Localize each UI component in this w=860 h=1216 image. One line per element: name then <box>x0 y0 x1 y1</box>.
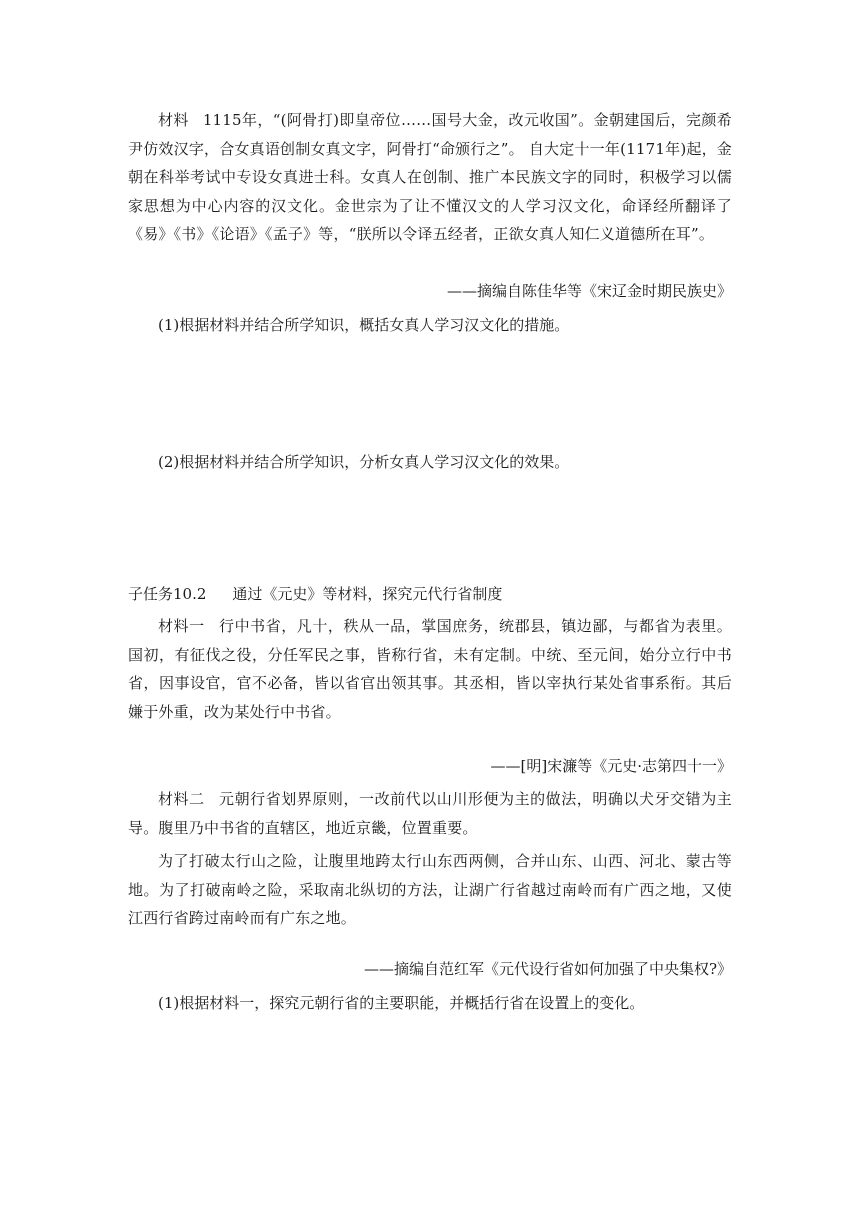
material-text: 1115年，“(阿骨打)即皇帝位……国号大金，改元收国”。金朝建国后，完颜希尹仿效汉字，合女真语创制女真文字，阿骨打“命颁行之”。 自大定十一年(1171年)起，金朝在科举考试中专设女真进士科。女真人在创制、推广本民族文字的同时，积极学习以儒家思想为中心内容的汉文化。金世宗为了让不懂汉文的人学习汉文化，命译经所翻译了《易》《书》《论语》《孟子》等，“朕所以令译五经者，正欲女真人知仁义道德所在耳”。 <box>128 111 732 243</box>
material-text: 元朝行省划界原则，一改前代以山川形便为主的做法，明确以犬牙交错为主导。腹里乃中书省的直辖区，地近京畿，位置重要。 <box>128 790 732 837</box>
subtask-number: 子任务10.2 <box>128 585 207 603</box>
material-jin-paragraph <box>128 106 732 249</box>
material-text: 行中书省，凡十，秩从一品，掌国庶务，统郡县，镇边鄙，与都省为表里。国初，有征伐之役，分任军民之事，皆称行省，未有定制。中统、至元间，始分立行中书省，因事设官，官不必备，皆以省官出领其事。其丞相，皆以宰执行某处省事系衔。其后嫌于外重，改为某处行中书省。 <box>128 617 732 721</box>
material-label: 材料一 <box>158 617 205 635</box>
material-label: 材料二 <box>158 790 205 808</box>
material-yuan-2-paragraph <box>128 785 732 842</box>
question-3: (1)根据材料一，探究元朝行省的主要职能，并概括行省在设置上的变化。 <box>158 994 645 1012</box>
material-yuan-2-paragraph-2: 为了打破太行山之险，让腹里地跨太行山东西两侧，合并山东、山西、河北、蒙古等地。为了打破南岭之险，采取南北纵切的方法，让湖广行省越过南岭而有广西之地，又使江西行省跨过南岭而有广东之地。 <box>128 852 732 927</box>
material-yuan-1-paragraph <box>128 612 732 726</box>
material-source: ——摘编自陈佳华等《宋辽金时期民族史》 <box>446 282 732 300</box>
material-source: ——[明]宋濂等《元史·志第四十一》 <box>490 757 732 775</box>
material-label: 材料 <box>158 111 189 129</box>
subtask-title: 通过《元史》等材料，探究元代行省制度 <box>232 585 503 603</box>
subtask-heading <box>128 580 502 608</box>
question-2: (2)根据材料并结合所学知识，分析女真人学习汉文化的效果。 <box>158 453 570 471</box>
question-1: (1)根据材料并结合所学知识，概括女真人学习汉文化的措施。 <box>158 316 570 334</box>
material-source: ——摘编自范红军《元代设行省如何加强了中央集权?》 <box>363 960 732 978</box>
